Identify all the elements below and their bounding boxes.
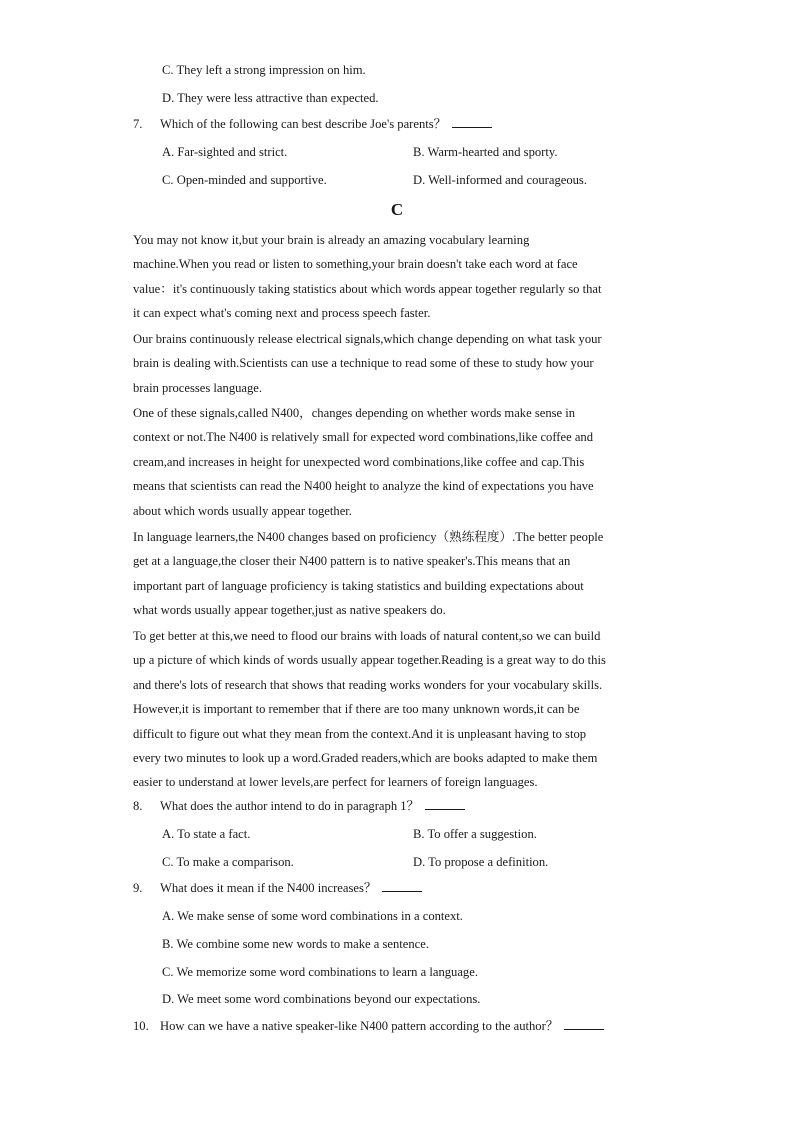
passage-line: cream,and increases in height for unexpected word combinations,like coffee and cap.This [133,454,585,469]
passage-line: Our brains continuously release electrical signals,which change depending on what task your [133,332,602,346]
passage-line: However,it is important to remember that if there are too many unknown words,it can be [133,702,580,717]
passage-line: brain is dealing with.Scientists can use a technique to read some of these to study how your [133,356,594,371]
q9-option-c [162,966,478,979]
passage-line: You may not know it,but your brain is already an amazing vocabulary learning [133,233,530,247]
question-text: How can we have a native speaker-like N400 pattern according to the author？ [160,1019,559,1033]
option-text: Open-minded and supportive. [176,173,327,187]
question-text: What does the author intend to do in paragraph 1？ [160,799,420,813]
option-letter: D. [413,173,426,187]
passage-line: easier to understand at lower levels,are perfect for learners of foreign languages. [133,775,538,790]
option-letter: C. [162,63,174,77]
option-text: To make a comparison. [176,855,294,869]
option-text: We meet some word combinations beyond our expectations. [177,992,481,1006]
option-letter: B. [162,937,174,951]
passage-line: and there's lots of research that shows that reading works wonders for your vocabulary skills. [133,677,603,692]
passage-line: machine.When you read or listen to something,your brain doesn't take each word at face [133,257,578,272]
passage-line: every two minutes to look up a word.Graded readers,which are books adapted to make them [133,750,598,765]
passage-line: what words usually appear together,just as native speakers do. [133,603,446,618]
option-letter: A. [162,909,175,923]
option-letter: B. [413,827,425,841]
passage-line: In language learners,the N400 changes based on proficiency（熟练程度）.The better people [133,530,604,544]
q9-option-a [162,910,463,923]
prev-option-c [162,64,366,77]
answer-blank[interactable] [564,1028,604,1030]
passage-line: difficult to figure out what they mean from the context.And it is unpleasant having to stop [133,726,587,741]
q9-option-d [162,993,480,1006]
option-letter: D. [162,91,175,105]
q8-option-a [162,828,250,841]
option-text: We combine some new words to make a sentence. [176,937,430,951]
prev-option-d [162,92,379,105]
passage-paragraph-4 [133,531,663,629]
option-letter: A. [162,827,175,841]
passage-line: brain processes language. [133,380,263,395]
passage-paragraph-1 [133,234,663,332]
option-letter: A. [162,145,175,159]
option-text: They left a strong impression on him. [176,63,366,77]
passage-line: One of these signals,called N400，changes depending on whether words make sense in [133,406,576,420]
option-text: They were less attractive than expected. [177,91,379,105]
option-letter: C. [162,173,174,187]
q8-option-b [413,828,537,841]
q9-number: 9. [133,881,143,895]
answer-blank[interactable] [425,808,465,810]
answer-blank[interactable] [452,126,492,128]
passage-paragraph-5 [133,630,663,801]
option-letter: C. [162,965,174,979]
option-text: To offer a suggestion. [427,827,537,841]
option-letter: D. [162,992,175,1006]
option-text: We make sense of some word combinations in a context. [177,909,463,923]
q10-stem [160,1020,604,1033]
passage-line: value：it's continuously taking statistics about which words appear together regularly so that [133,281,602,296]
q7-stem [160,118,492,131]
passage-line: means that scientists can read the N400 height to analyze the kind of expectations you have [133,479,594,494]
passage-line: To get better at this,we need to flood our brains with loads of natural content,so we can build [133,629,601,643]
passage-line: context or not.The N400 is relatively small for expected word combinations,like coffee and [133,430,593,445]
q8-option-d [413,856,548,869]
q8-number: 8. [133,799,143,813]
answer-blank[interactable] [382,890,422,892]
option-text: Warm-hearted and sporty. [427,145,558,159]
option-text: We memorize some word combinations to learn a language. [176,965,478,979]
question-text: What does it mean if the N400 increases？ [160,881,377,895]
option-text: To propose a definition. [428,855,549,869]
option-text: Far-sighted and strict. [177,145,288,159]
option-letter: B. [413,145,425,159]
q8-stem [160,800,465,813]
option-text: Well-informed and courageous. [428,173,587,187]
option-letter: C. [162,855,174,869]
passage-line: it can expect what's coming next and process speech faster. [133,306,431,321]
q7-option-d [413,174,587,187]
q7-option-b [413,146,558,159]
option-text: To state a fact. [177,827,251,841]
passage-line: about which words usually appear together. [133,503,352,518]
passage-line: get at a language,the closer their N400 pattern is to native speaker's.This means that an [133,554,571,569]
option-letter: D. [413,855,426,869]
q8-option-c [162,856,294,869]
q7-number: 7. [133,117,143,131]
q9-stem [160,882,422,895]
q10-number: 10. [133,1019,149,1033]
q7-option-c [162,174,327,187]
question-text: Which of the following can best describe Joe's parents？ [160,117,447,131]
passage-line: important part of language proficiency is taking statistics and building expectations about [133,578,584,593]
passage-paragraph-2 [133,333,663,406]
q9-option-b [162,938,429,951]
passage-paragraph-3 [133,407,663,529]
section-title: C [390,200,404,219]
q7-option-a [162,146,287,159]
passage-line: up a picture of which kinds of words usually appear together.Reading is a great way to do this [133,653,606,668]
